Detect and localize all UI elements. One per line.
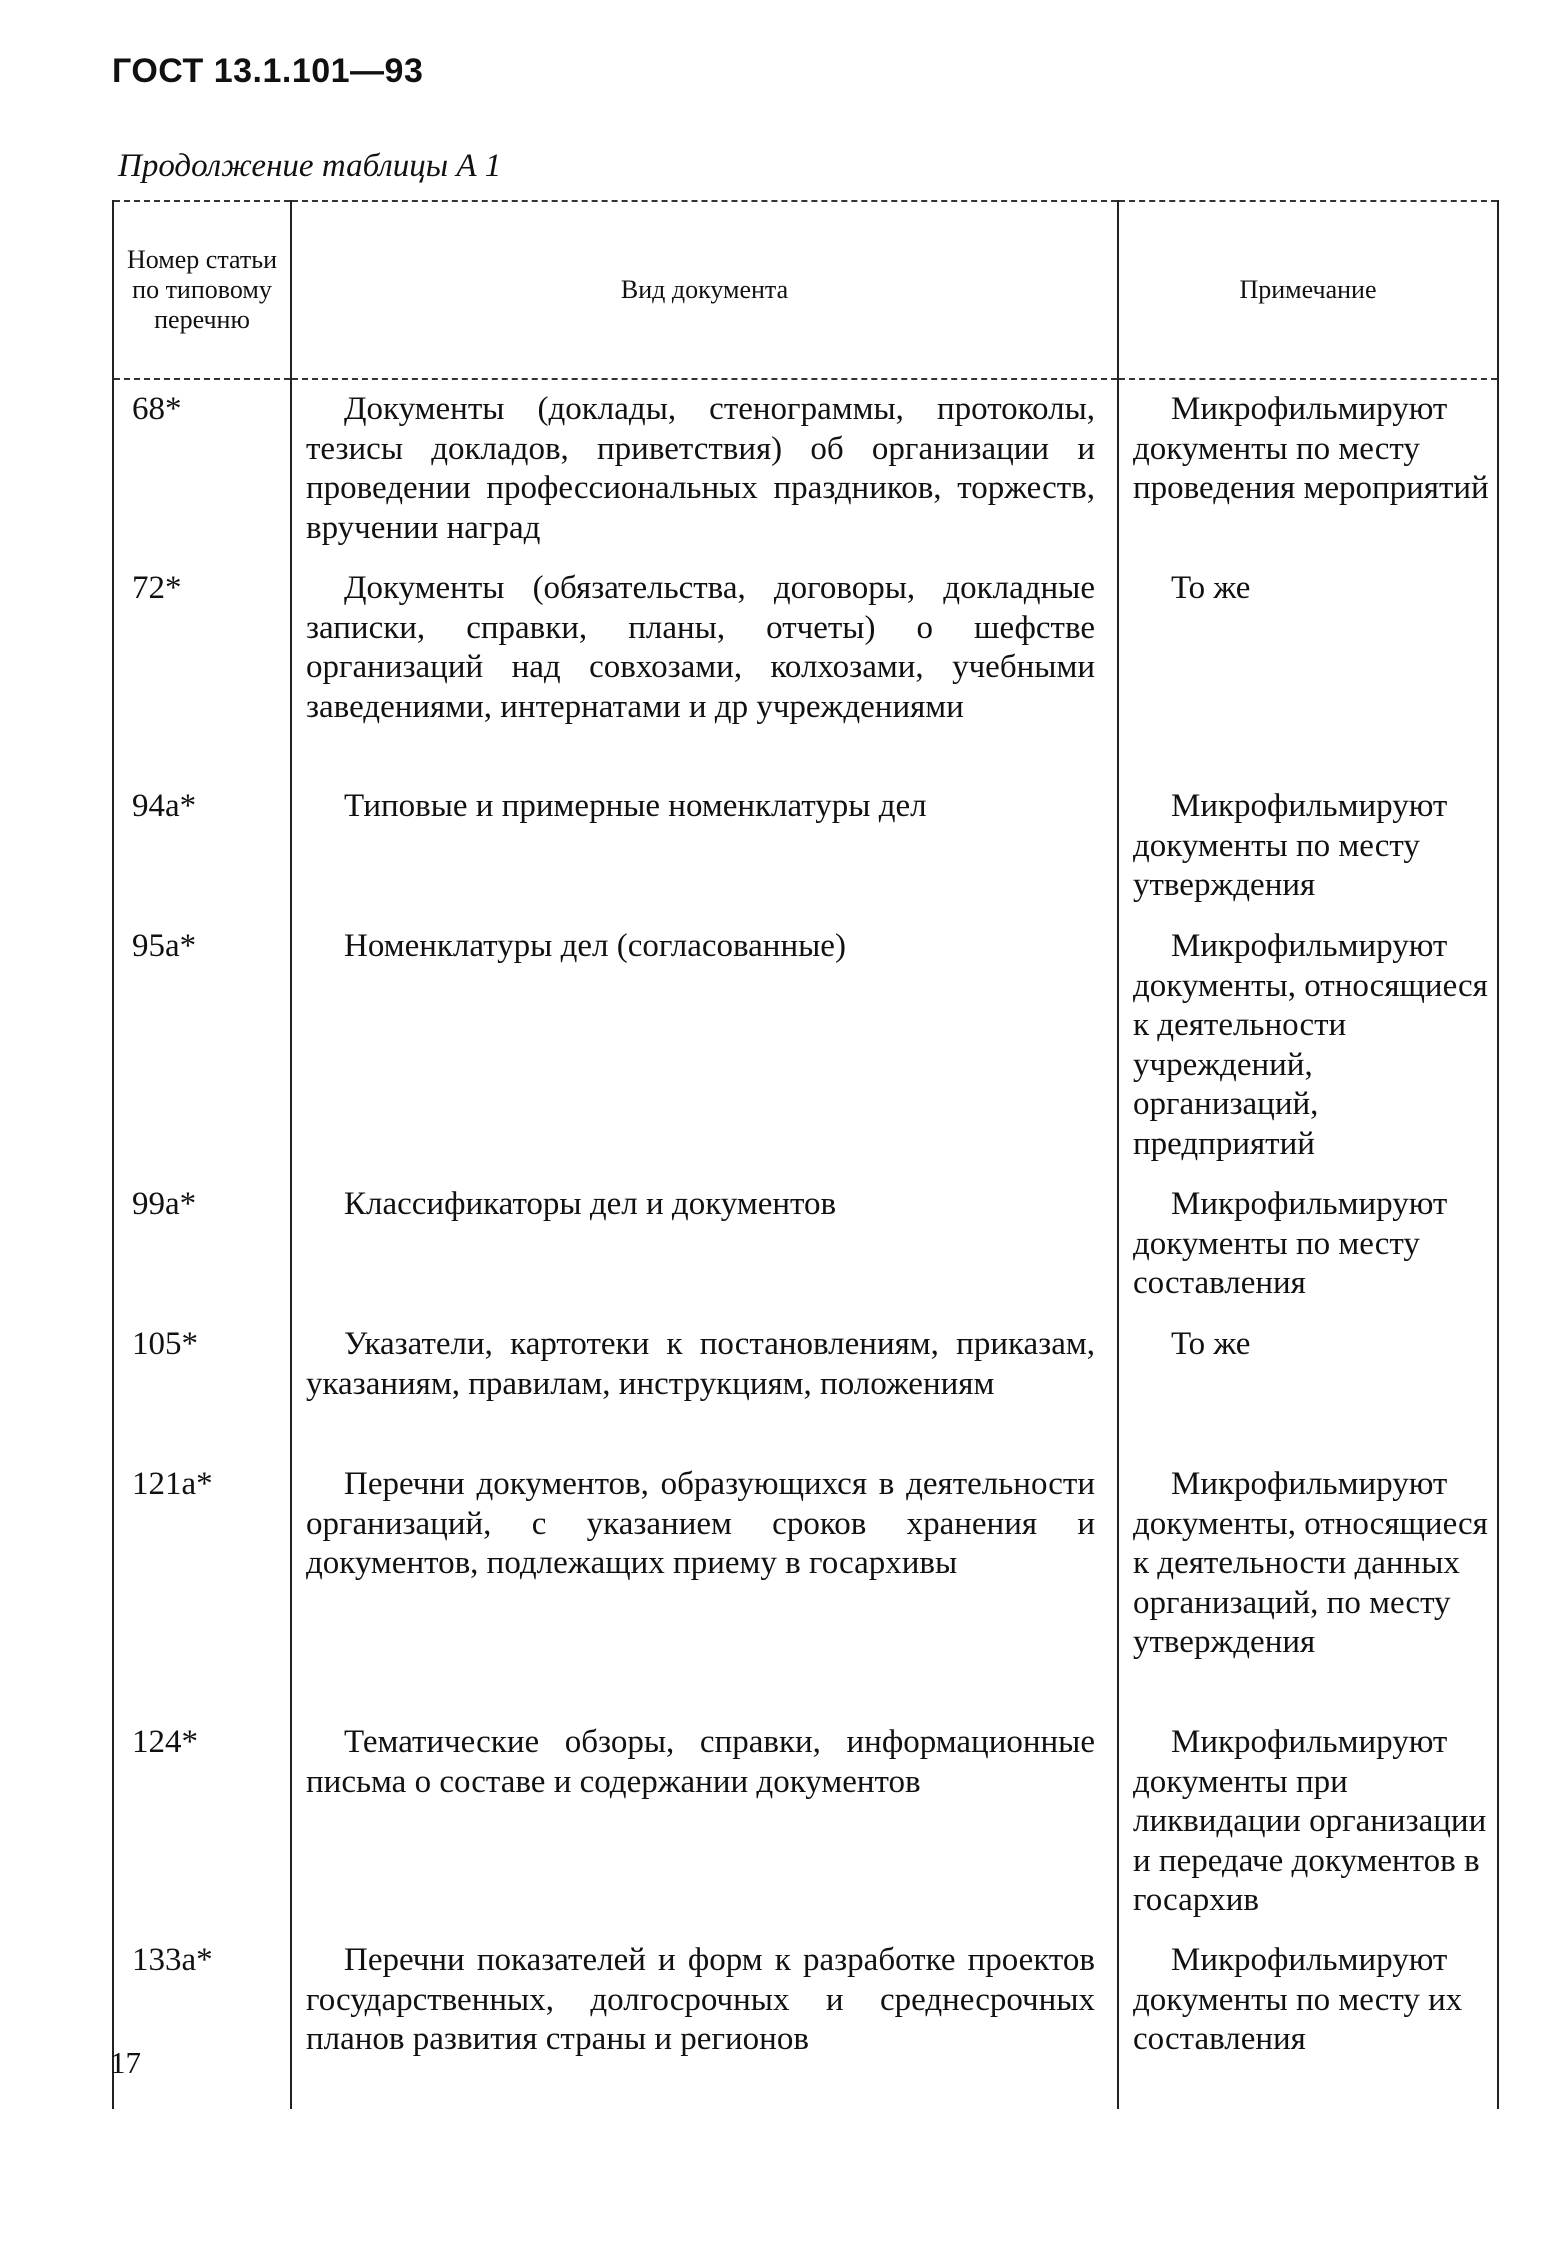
document-type-cell: Документы (обязательства, договоры, докладные записки, справки, планы, отчеты) о шефстве организаций над совхозами, колхозами, учебными заведениями, интернатами и др учреждениями: [291, 559, 1118, 777]
page-number: 17: [110, 2045, 141, 2080]
document-table: [112, 200, 1499, 2109]
document-type-cell: Классификаторы дел и документов: [291, 1175, 1118, 1315]
note-cell: Микрофильмируют документы по месту составления: [1118, 1175, 1498, 1315]
note-cell: Микрофильмируют документы, относящиеся к деятельности учреждений, организаций, предприятий: [1118, 917, 1498, 1175]
document-type-cell: Номенклатуры дел (согласованные): [291, 917, 1118, 1175]
note-cell: Микрофильмируют документы по месту их составления: [1118, 1931, 1498, 2109]
table-row: [113, 379, 1498, 559]
article-number: 124*: [113, 1713, 291, 1931]
document-type-cell: Указатели, картотеки к постановлениям, приказам, указаниям, правилам, инструкциям, положениям: [291, 1315, 1118, 1455]
article-number: 94а*: [113, 777, 291, 917]
document-code: ГОСТ 13.1.101—93: [112, 52, 424, 90]
column-header-number: Номер статьи по типовому перечню: [113, 201, 291, 379]
table-header-row: [113, 201, 1498, 379]
table-row: [113, 1713, 1498, 1931]
note-cell: Микрофильмируют документы при ликвидации организации и передаче документов в госархив: [1118, 1713, 1498, 1931]
article-number: 99а*: [113, 1175, 291, 1315]
note-cell: То же: [1118, 1315, 1498, 1455]
note-cell: Микрофильмируют документы по месту утверждения: [1118, 777, 1498, 917]
table-row: [113, 917, 1498, 1175]
table-row: [113, 1931, 1498, 2109]
article-number: 105*: [113, 1315, 291, 1455]
document-type-cell: Типовые и примерные номенклатуры дел: [291, 777, 1118, 917]
document-type-cell: Тематические обзоры, справки, информационные письма о составе и содержании документов: [291, 1713, 1118, 1931]
article-number: 121а*: [113, 1455, 291, 1713]
article-number: 72*: [113, 559, 291, 777]
table-row: [113, 1315, 1498, 1455]
column-header-note: Примечание: [1118, 201, 1498, 379]
column-header-document-type: Вид документа: [291, 201, 1118, 379]
article-number: 68*: [113, 379, 291, 559]
table-row: [113, 777, 1498, 917]
document-type-cell: Документы (доклады, стенограммы, протоколы, тезисы докладов, приветствия) об организации и проведении профессиональных праздников, торжеств, вручении наград: [291, 379, 1118, 559]
article-number: 133а*: [113, 1931, 291, 2109]
table-row: [113, 1175, 1498, 1315]
document-type-cell: Перечни показателей и форм к разработке проектов государственных, долгосрочных и среднесрочных планов развития страны и регионов: [291, 1931, 1118, 2109]
table-row: [113, 559, 1498, 777]
note-cell: Микрофильмируют документы по месту проведения мероприятий: [1118, 379, 1498, 559]
table-row: [113, 1455, 1498, 1713]
note-cell: То же: [1118, 559, 1498, 777]
article-number: 95а*: [113, 917, 291, 1175]
note-cell: Микрофильмируют документы, относящиеся к деятельности данных организаций, по месту утверждения: [1118, 1455, 1498, 1713]
document-type-cell: Перечни документов, образующихся в деятельности организаций, с указанием сроков хранения и документов, подлежащих приему в госархивы: [291, 1455, 1118, 1713]
table-caption: Продолжение таблицы А 1: [118, 148, 502, 184]
